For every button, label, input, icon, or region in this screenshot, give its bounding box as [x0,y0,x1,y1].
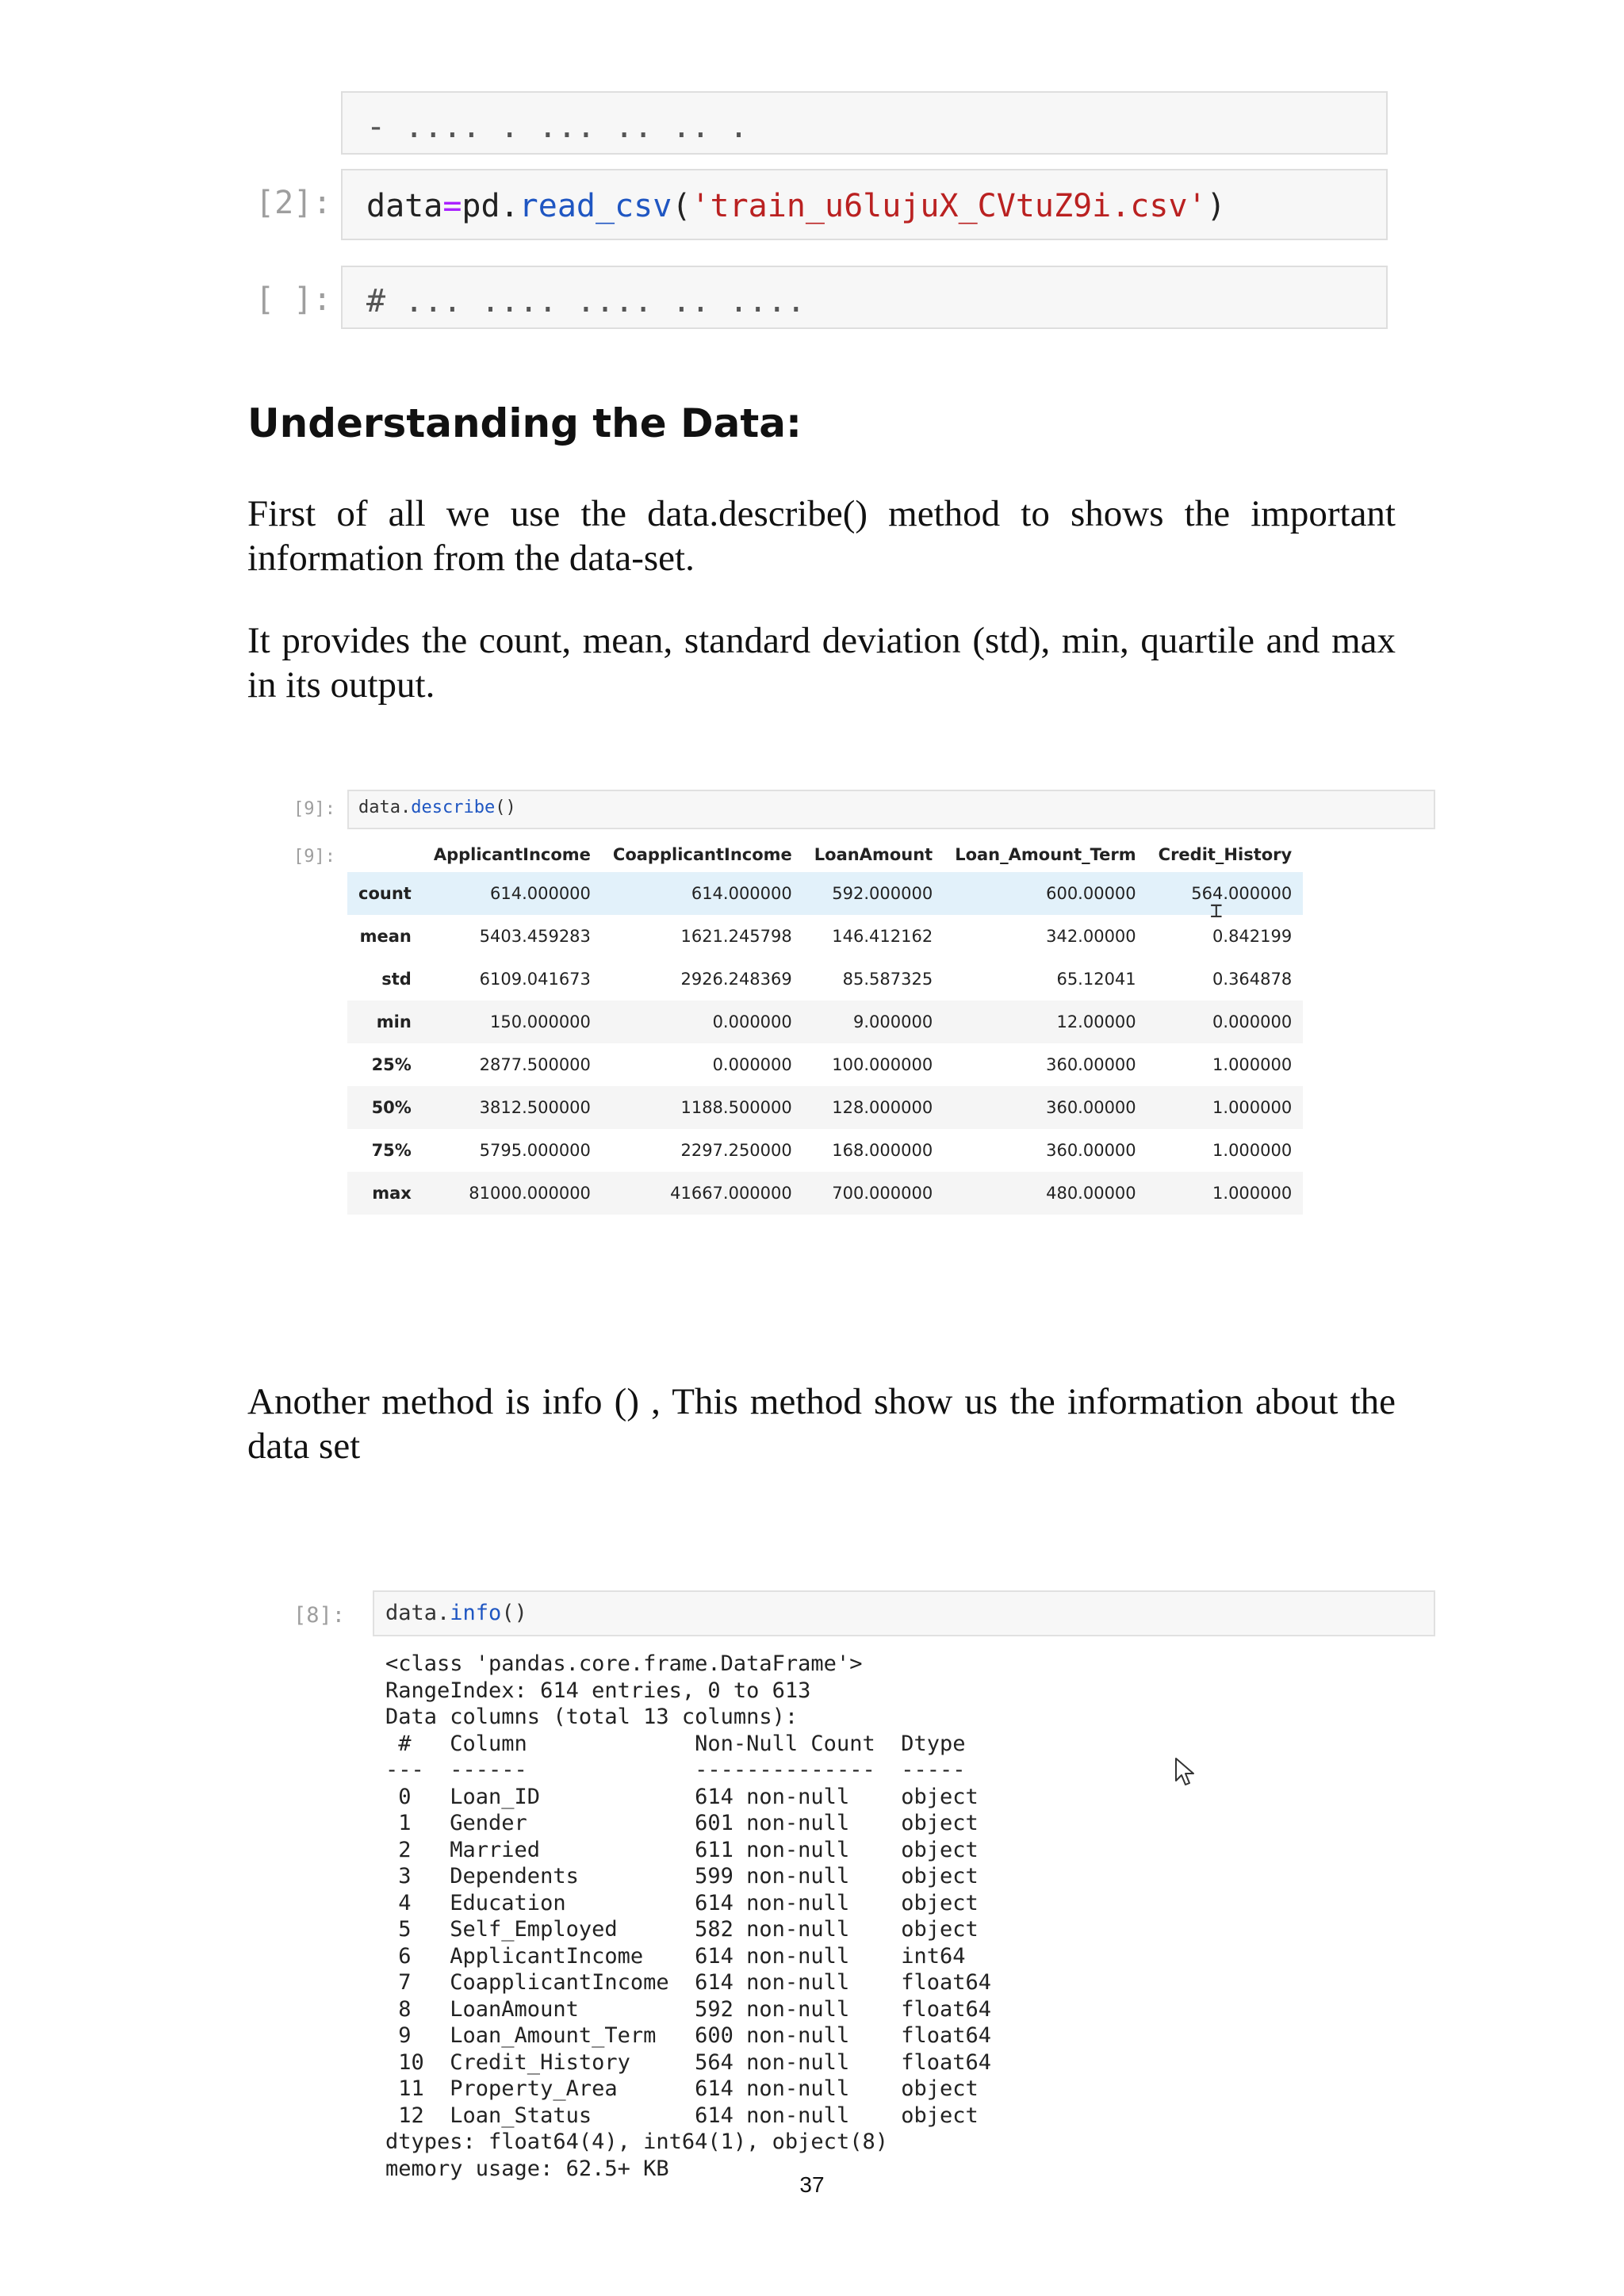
describe-table [347,837,1303,1215]
table-cell: 2297.250000 [680,1141,792,1160]
info-code [385,1601,527,1625]
table-row [347,1129,1303,1172]
row-label: mean [359,927,412,946]
read-csv-cell [255,109,1388,320]
column-header: CoapplicantIncome [612,845,792,864]
row-label: max [347,1172,423,1215]
table-cell: 0.000000 [1147,1001,1304,1043]
section-heading: Understanding the Data: [247,400,802,446]
code-function: read_csv [519,188,672,224]
column-header: LoanAmount [814,845,933,864]
row-label: 50% [347,1086,423,1129]
cell-prompt: [2]: [255,185,332,221]
table-cell: 1.000000 [1212,1141,1293,1160]
code-close-paren: ) [1206,188,1226,224]
table-cell: 0.000000 [602,1001,803,1043]
table-cell: 360.00000 [1046,1141,1136,1160]
previous-cell-code: - .... . ... .. .. . [366,109,749,145]
table-row [347,958,1303,1001]
next-cell-input [341,266,1388,329]
read-csv-input[interactable] [341,169,1388,240]
table-cell: 480.00000 [944,1172,1147,1215]
table-cell: 360.00000 [944,1086,1147,1129]
table-cell: 614.000000 [423,872,602,915]
code-object: pd. [462,188,519,224]
text-cursor-icon: ⌶ [1210,899,1223,923]
table-row [347,1086,1303,1129]
code-function: info [450,1601,502,1625]
table-cell: 360.00000 [1046,1055,1136,1074]
row-label-header [347,837,423,872]
info-cell [293,1590,1435,2181]
table-cell: 6109.041673 [479,970,591,989]
table-cell: 3812.500000 [423,1086,602,1129]
table-cell: 564.000000 [1147,872,1304,915]
table-cell: 146.412162 [832,927,933,946]
table-cell: 0.364878 [1212,970,1293,989]
paragraph-describe-intro: First of all we use the data.describe() method to shows the important information from the data-set. [247,493,1396,579]
code-operator: = [442,188,462,224]
table-cell: 592.000000 [803,872,944,915]
row-label: min [347,1001,423,1043]
table-cell: 65.12041 [1056,970,1136,989]
next-cell-code: # ... .... .... .. .... [366,283,806,320]
code-paren: () [501,1601,527,1625]
table-cell: 600.00000 [944,872,1147,915]
table-cell: 1621.245798 [680,927,792,946]
info-input[interactable] [373,1590,1435,1636]
code-var: data [366,188,443,224]
table-cell: 1188.500000 [602,1086,803,1129]
code-open-paren: ( [672,188,691,224]
table-cell: 81000.000000 [423,1172,602,1215]
page-number: 37 [799,2172,825,2197]
info-input-prompt: [8]: [293,1603,346,1628]
table-row [347,1001,1303,1043]
describe-input-prompt: [9]: [293,799,335,819]
code-string-arg: 'train_u6lujuX_CVtuZ9i.csv' [691,188,1207,224]
describe-code [358,798,516,817]
table-cell: 150.000000 [423,1001,602,1043]
table-cell: 2926.248369 [680,970,792,989]
table-cell: 100.000000 [832,1055,933,1074]
table-cell: 614.000000 [602,872,803,915]
table-cell: 168.000000 [832,1141,933,1160]
paragraph-info-intro: Another method is info () , This method show us the information about the data set [247,1381,1396,1467]
table-cell: 342.00000 [1046,927,1136,946]
table-cell: 128.000000 [803,1086,944,1129]
describe-cell [293,790,1435,1242]
table-cell: 5795.000000 [479,1141,591,1160]
table-cell: 2877.500000 [479,1055,591,1074]
row-label: 75% [371,1141,412,1160]
table-cell: 41667.000000 [602,1172,803,1215]
table-row [347,872,1303,915]
table-row [347,915,1303,958]
describe-output-prompt: [9]: [293,847,335,867]
table-cell: 0.842199 [1212,927,1293,946]
table-cell: 0.000000 [712,1055,792,1074]
code-function: describe [411,798,496,817]
table-cell: 12.00000 [944,1001,1147,1043]
row-label: 25% [371,1055,412,1074]
column-header: Credit_History [1158,845,1293,864]
mouse-pointer-icon [1174,1757,1201,1789]
table-cell: 1.000000 [1147,1086,1304,1129]
row-label: count [347,872,423,915]
read-csv-code [366,188,1226,224]
table-row [347,1172,1303,1215]
table-cell: 9.000000 [803,1001,944,1043]
next-cell-prompt: [ ]: [255,281,332,318]
table-cell: 700.000000 [803,1172,944,1215]
previous-cell-input [341,91,1388,155]
table-row [347,1043,1303,1086]
info-output: <class 'pandas.core.frame.DataFrame'> RangeIndex: 614 entries, 0 to 613 Data columns (total 13 columns): # Column Non-Null Count Dtype --- ------ -------------- ----- 0 Loan_ID 614 non-null object 1 Gender 601 non-null object 2 Married 611 non-null object 3 Dependents 599 non-null object 4 Education 614 non-null object 5 Self_Employed 582 non-null object 6 ApplicantIncome 614 non-null int64 7 CoapplicantIncome 614 non-null float64 8 LoanAmount 592 non-null float64 9 Loan_Amount_Term 600 non-null float64 10 Credit_History 564 non-null float64 11 Property_Area 614 non-null object 12 Loan_Status 614 non-null object dtypes: float64(4), int64(1), object(8) memory usage: 62.5+ KB [385,1651,992,2181]
column-header: ApplicantIncome [433,845,591,864]
row-label: std [381,970,412,989]
table-header-row [347,837,1303,872]
table-cell: 1.000000 [1147,1172,1304,1215]
column-header: Loan_Amount_Term [955,845,1136,864]
code-object: data. [358,798,412,817]
table-cell: 1.000000 [1212,1055,1293,1074]
table-cell: 85.587325 [842,970,933,989]
code-object: data. [385,1601,450,1625]
code-paren: () [495,798,516,817]
paragraph-describe-output: It provides the count, mean, standard deviation (std), min, quartile and max in its output. [247,620,1396,706]
table-cell: 5403.459283 [479,927,591,946]
